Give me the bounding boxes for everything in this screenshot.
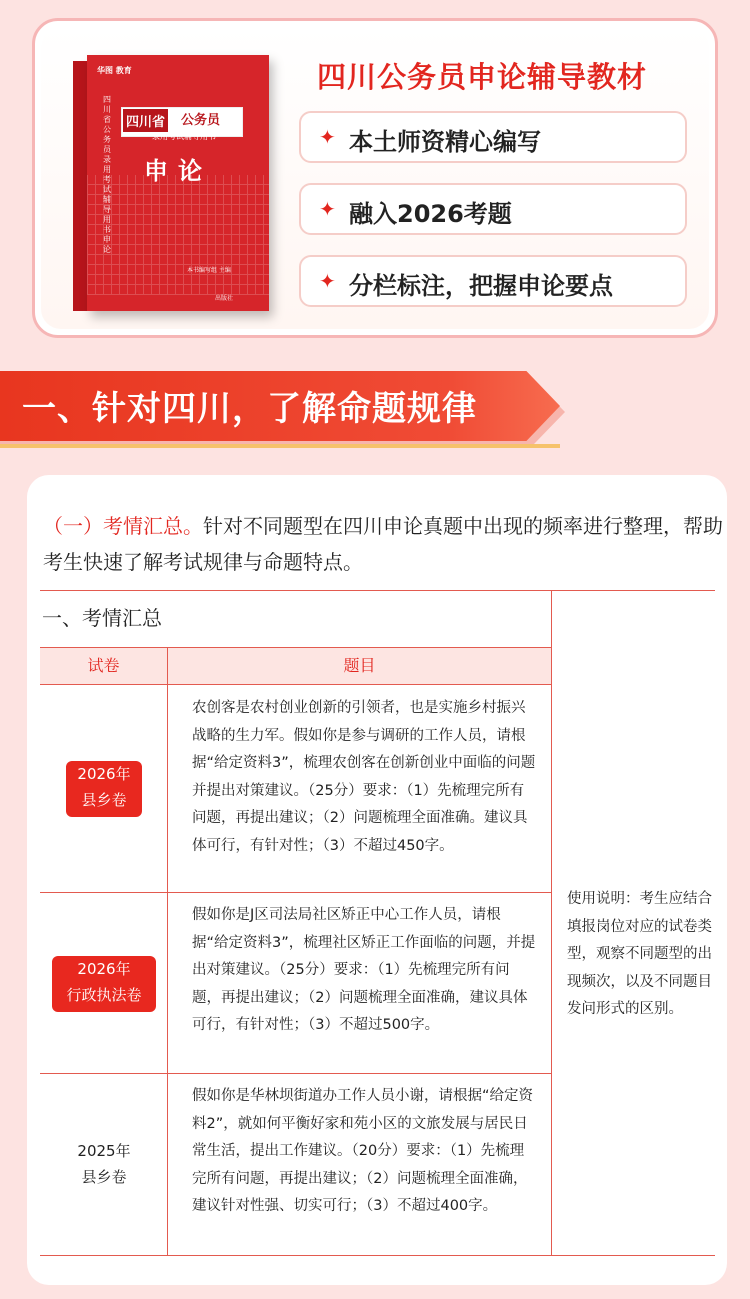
section-banner <box>0 371 565 441</box>
book-editor: 本书编写组 主编 <box>187 267 231 274</box>
paper-badge <box>52 956 156 1012</box>
paper-type: 行政执法卷 <box>66 986 142 1004</box>
book-spine-text: 四川省公务员录用考试辅导用书 申论 <box>103 95 111 254</box>
question-text: 假如你是华林坝街道办工作人员小谢，请根据“给定资料2”，就如何平衡好家和苑小区的文旅发展与居民日常生活，提出工作建议。（20分）要求：（1）先梳理完所有问题，再提出建议；（2）问题梳理全面准确，建议针对性强、切实可行；（3）不超过400字。 <box>192 1088 534 1214</box>
intro-highlight: （一）考情汇总。 <box>43 514 203 538</box>
sparkle-icon: ✦ <box>319 197 336 221</box>
feature-item-3 <box>299 255 687 307</box>
paper-badge <box>66 761 142 817</box>
table-line-row2 <box>40 1073 551 1074</box>
intro-text: 针对不同题型在四川申论真题中出现的频率进行整理，帮助考生快速了解考试规律与命题特点。 <box>43 514 723 574</box>
paper-label <box>66 1138 142 1194</box>
book-publisher: 出版社 <box>215 295 234 302</box>
column-header-paper: 试卷 <box>40 648 167 684</box>
paper-year: 2025年 <box>77 1142 131 1160</box>
book-pattern <box>87 175 269 295</box>
column-header-question: 题目 <box>168 648 551 684</box>
paper-type: 县乡卷 <box>81 791 127 809</box>
header-card-inner <box>41 27 709 329</box>
table-divider-note <box>551 590 552 1256</box>
header-card <box>32 18 718 338</box>
feature-label: 分栏标注，把握申论要点 <box>349 272 613 300</box>
paper-type: 县乡卷 <box>81 1168 127 1186</box>
book-tag-province: 四川省 <box>123 109 168 132</box>
banner-title: 一、针对四川，了解命题规律 <box>22 389 477 429</box>
banner-underline <box>0 444 560 448</box>
feature-label: 本土师资精心编写 <box>349 128 541 156</box>
feature-item-1 <box>299 111 687 163</box>
feature-item-2 <box>299 183 687 235</box>
paper-year: 2026年 <box>77 765 131 783</box>
book-subtitle: 录用考试辅导用书 <box>152 132 216 141</box>
usage-note: 使用说明：考生应结合填报岗位对应的试卷类型，观察不同题型的出现频次，以及不同题目发问形式的区别。 <box>567 891 712 1017</box>
sparkle-icon: ✦ <box>319 269 336 293</box>
question-text: 假如你是J区司法局社区矫正中心工作人员，请根据“给定资料3”，梳理社区矫正工作面临的问题，并提出对策建议。（25分）要求：（1）先梳理完所有问题，再提出建议；（2）问题梳理全面准确，建议具体可行，有针对性；（3）不超过500字。 <box>192 907 536 1033</box>
table-line-header <box>40 684 551 685</box>
question-text: 农创客是农村创业创新的引领者，也是实施乡村振兴战略的生力军。假如你是参与调研的工作人员，请根据“给定资料3”，梳理农创客在创新创业中面临的问题并提出对策建议。（25分）要求：（1）先梳理完所有问题，再提出建议；（2）问题梳理全面准确。建议具体可行，有针对性；（3）不超过450字。 <box>192 700 536 854</box>
table-line-row1 <box>40 892 551 893</box>
sparkle-icon: ✦ <box>319 125 336 149</box>
book-cover-image <box>73 55 269 311</box>
book-title: 申论 <box>144 157 212 185</box>
table-section-title: 一、考情汇总 <box>42 606 162 630</box>
book-cover <box>87 55 269 311</box>
intro-paragraph <box>43 508 723 580</box>
feature-label: 融入2026考题 <box>349 200 512 228</box>
book-tag-title: 公务员 <box>181 113 221 128</box>
book-logo: 华图 教育 <box>97 66 132 75</box>
table-border-top <box>40 590 715 591</box>
table-border-bottom <box>40 1255 715 1256</box>
paper-year: 2026年 <box>77 960 131 978</box>
table-divider-col <box>167 648 168 1256</box>
card-title: 四川公务员申论辅导教材 <box>316 60 647 94</box>
